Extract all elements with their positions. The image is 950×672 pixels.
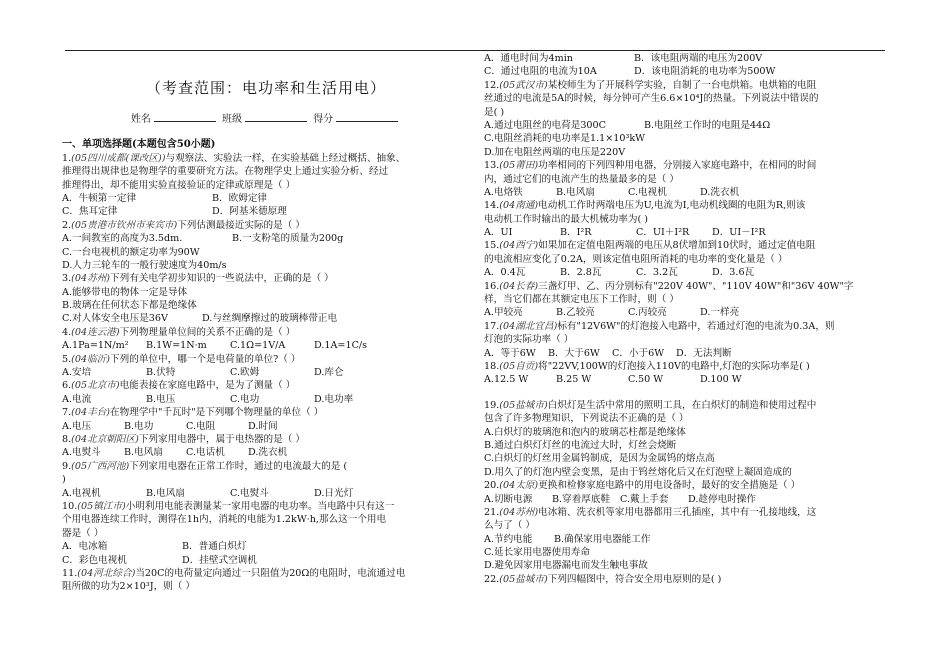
answer-option[interactable]: A．0.4瓦 <box>484 267 526 279</box>
question-line <box>62 272 470 285</box>
options-line <box>62 420 470 433</box>
question-line <box>62 379 470 392</box>
question-text: D.加在电阻丝两端的电压是220V <box>484 146 626 158</box>
question-number: 20. <box>484 480 500 492</box>
question-number: 3. <box>62 273 72 285</box>
text-line <box>484 466 894 479</box>
text-line <box>484 132 894 145</box>
question-text: 么与了（ ） <box>484 520 536 532</box>
text-line <box>484 439 894 452</box>
answer-option[interactable]: D.洗衣机 <box>248 447 288 459</box>
answer-option[interactable]: D.一样亮 <box>700 307 740 319</box>
answer-option[interactable]: C.1Ω=1V/A <box>230 340 286 352</box>
right-questions <box>484 52 894 586</box>
answer-option[interactable]: C.丙较亮 <box>628 307 667 319</box>
question-text: 电冰箱、洗衣机等家用电器都用三孔插座，其中有一孔接地线，这 <box>538 506 817 518</box>
text-line <box>484 546 894 559</box>
spacer <box>484 387 894 399</box>
question-source: (04河北综合) <box>77 567 136 579</box>
right-column <box>484 52 894 586</box>
answer-option[interactable]: B．欧姆定律 <box>212 192 268 204</box>
answer-option[interactable]: B.电阻丝工作时的电阻是44Ω <box>644 119 771 131</box>
question-source: (04临沂) <box>71 353 111 365</box>
class-field[interactable] <box>245 112 307 122</box>
question-line <box>484 159 894 172</box>
question-line <box>484 79 894 92</box>
question-text: D.避免因家用电器漏电而发生触电事故 <box>484 560 648 572</box>
options-line <box>62 339 470 352</box>
answer-option[interactable]: D.100 W <box>700 374 742 386</box>
question-text: C.白炽灯的灯丝用金属钨制成，是因为金属钨的熔点高 <box>484 453 715 465</box>
question-source: (04湖北宜昌) <box>499 320 558 332</box>
options-line <box>62 446 470 459</box>
text-line <box>484 333 894 346</box>
answer-option[interactable]: C.电功 <box>230 393 260 405</box>
student-info <box>62 112 470 126</box>
answer-option[interactable]: C．彩色电视机 <box>62 554 127 566</box>
question-number: 19. <box>484 399 500 411</box>
question-source: (05四川成都(课改区)) <box>71 152 166 164</box>
text-line <box>484 92 894 105</box>
question-text: 在物理学中"千瓦时"是下列哪个物理量的单位（ ） <box>110 407 324 419</box>
question-source: (05莆田) <box>499 160 539 172</box>
question-text: 丝通过的电流是5A的时候，每分钟可产生6.6×10⁴J的热量。下列说法中错误的 <box>484 93 819 105</box>
question-number: 9. <box>62 460 72 472</box>
question-text: 推理得出，却不能用实验直接验证的定律或原理是（ ） <box>62 179 296 191</box>
question-source: (04连云港) <box>71 326 120 338</box>
question-text: 内，通过它们的电流产生的热量最多的是（ ） <box>484 173 679 185</box>
question-source: (05武汉市) <box>499 79 548 91</box>
question-text: B.玻璃在任何状态下都是绝缘体 <box>62 300 197 312</box>
text-line <box>62 259 470 272</box>
question-text: 小明利用电能表测量某一家用电器的电功率。当电路中只有这一 <box>125 500 395 512</box>
answer-option[interactable]: D.1A=1C/s <box>314 340 368 352</box>
answer-option[interactable]: C．3.2瓦 <box>636 267 678 279</box>
question-text: 包含了许多物理知识，下列说法不正确的是（ ） <box>484 413 689 425</box>
question-text: 三盏灯甲、乙、丙分别标有"220V 40W"、"110V 40W"和"36V 40W"字 <box>538 280 854 292</box>
answer-option[interactable]: C.电阻 <box>186 420 216 432</box>
question-text: A.白炽灯的玻璃泡和泡内的玻璃芯柱都是绝缘体 <box>484 426 686 438</box>
answer-option[interactable]: A.切断电源 <box>484 493 533 505</box>
text-line <box>484 519 894 532</box>
question-number: 7. <box>62 407 72 419</box>
text-line <box>484 173 894 186</box>
answer-option[interactable]: A.电烙铁 <box>484 186 523 198</box>
text-line <box>62 299 470 312</box>
question-line <box>484 479 894 492</box>
question-line <box>484 573 894 586</box>
answer-option[interactable]: B.电功 <box>124 420 154 432</box>
answer-option[interactable]: B．普通白炽灯 <box>182 541 247 553</box>
question-number: 8. <box>62 434 72 445</box>
question-source: (05盐城市) <box>499 399 548 411</box>
question-source: (05盐城市) <box>499 573 548 585</box>
answer-option[interactable]: A.电熨斗 <box>62 447 101 459</box>
question-source: (05北京市) <box>71 380 120 392</box>
question-number: 2. <box>62 219 72 231</box>
answer-option[interactable]: C．通过电阻的电流为10A <box>484 66 597 78</box>
answer-option[interactable]: C.50 W <box>628 374 664 386</box>
text-line <box>62 165 470 178</box>
question-text: 下列物理量单位间的关系不正确的是（ ） <box>119 326 296 338</box>
question-line <box>62 326 470 339</box>
question-text: 下列的单位中，哪一个是电荷量的单位?（ ） <box>110 353 301 365</box>
question-source: (05自贡) <box>499 360 539 372</box>
options-line <box>484 266 894 279</box>
answer-option[interactable]: D．UI－I²R <box>712 227 766 239</box>
options-line <box>62 232 470 245</box>
question-line <box>62 152 470 165</box>
answer-option[interactable]: B.伏特 <box>146 367 176 379</box>
text-line <box>62 286 470 299</box>
options-line <box>484 65 894 78</box>
question-line <box>62 500 470 513</box>
question-text: 样，当它们都在其额定电压下工作时，则（ ） <box>484 294 679 306</box>
text-line <box>484 106 894 119</box>
question-source: (04丰台) <box>71 407 111 419</box>
question-text: 个用电器连续工作时，测得在1h内，消耗的电能为1.2kW·h,那么这一个用电 <box>62 514 387 526</box>
left-questions <box>62 152 470 594</box>
question-number: 11. <box>62 567 78 579</box>
question-number: 12. <box>484 79 500 91</box>
options-line <box>484 226 894 239</box>
options-line <box>62 205 470 218</box>
question-number: 10. <box>62 500 78 512</box>
question-text: 与观察法、实验法一样，在实验基础上经过概括、抽象、 <box>165 152 406 164</box>
question-line <box>62 460 470 473</box>
answer-option[interactable]: D.库仑 <box>314 367 344 379</box>
question-line <box>484 360 894 373</box>
question-number: 5. <box>62 353 72 365</box>
question-text: 如果加在定值电阻两端的电压从8伏增加到10伏时，通过定值电阻 <box>538 240 816 252</box>
question-text: 更换和检修家庭电路中的用电设备时，最好的安全措施是（ ） <box>538 480 801 492</box>
text-line <box>62 179 470 192</box>
question-line <box>62 567 470 580</box>
question-text: 阻所做的功为2×10³J，则（ ） <box>62 581 196 593</box>
question-text: C.电阻丝消耗的电功率是1.1×10³kW <box>484 133 646 145</box>
text-line <box>484 452 894 465</box>
answer-option[interactable]: C．小于6W <box>612 347 665 359</box>
question-number: 21. <box>484 506 500 518</box>
text-line <box>484 559 894 572</box>
question-source: (04太原) <box>499 480 539 492</box>
question-text: A.能够带电的物体一定是导体 <box>62 286 188 298</box>
answer-option[interactable]: C．UI＋I²R <box>636 227 690 239</box>
question-text: 灯泡的实际功率（ ） <box>484 334 574 346</box>
question-text: D.用久了的灯泡内壁会变黑，是由于钨丝熔化后又在灯泡壁上凝固造成的 <box>484 466 792 478</box>
question-number: 1. <box>62 152 72 164</box>
answer-option[interactable]: A.一间教室的高度为3.5dm. <box>62 233 183 245</box>
answer-option[interactable]: D．挂壁式空调机 <box>182 554 257 566</box>
question-text: 的电流相应变化了0.2A，则该定值电阻所消耗的电功率的变化量是（ ） <box>484 253 788 265</box>
question-text: 白炽灯是生活中常用的照明工具，在白炽灯的制造和使用过程中 <box>547 399 817 411</box>
question-line <box>484 239 894 252</box>
answer-option[interactable]: D.趁停电时操作 <box>688 493 756 505</box>
answer-option[interactable]: D.洗衣机 <box>700 186 740 198</box>
answer-option[interactable]: A.通过电阻丝的电荷是300C <box>484 119 606 131</box>
options-line <box>62 366 470 379</box>
question-number: 15. <box>484 240 500 252</box>
question-text: 下列有关电学初步知识的一些说法中，正确的是（ ） <box>110 273 334 285</box>
answer-option[interactable]: A.节约电能 <box>484 533 533 545</box>
options-line <box>484 533 894 546</box>
options-line <box>62 540 470 553</box>
question-text: C.延长家用电器使用寿命 <box>484 547 590 559</box>
answer-option[interactable]: B.穿着厚底鞋 <box>552 493 611 505</box>
text-line <box>62 527 470 540</box>
answer-option[interactable]: A．UI <box>484 227 513 239</box>
class-label: 班级 <box>222 114 242 125</box>
question-text: 电动机工作时输出的最大机械功率为( ) <box>484 213 649 225</box>
answer-option[interactable]: A.电流 <box>62 393 92 405</box>
question-line <box>62 219 470 232</box>
answer-option[interactable]: A．等于6W <box>484 347 536 359</box>
question-source: (05广西河池) <box>71 460 130 472</box>
question-number: 22. <box>484 573 500 585</box>
question-line <box>62 353 470 366</box>
answer-option[interactable]: A.电压 <box>62 420 92 432</box>
options-line <box>484 186 894 199</box>
text-line <box>62 513 470 526</box>
top-rule <box>65 50 885 51</box>
answer-option[interactable]: A.电视机 <box>62 487 101 499</box>
question-text: C.一台电视机的额定功率为90W <box>62 246 200 258</box>
question-line <box>484 506 894 519</box>
answer-option[interactable]: B.1W=1N·m <box>146 340 207 352</box>
answer-option[interactable]: C.戴上手套 <box>620 493 669 505</box>
question-source: (05贵港市钦州市来宾市) <box>71 219 178 231</box>
answer-option[interactable]: B．该电阻两端的电压为200V <box>634 53 763 64</box>
text-line <box>62 246 470 259</box>
answer-option[interactable]: D.与丝绸摩擦过的玻璃棒带正电 <box>202 313 338 325</box>
question-line <box>484 399 894 412</box>
answer-option[interactable]: D．无法判断 <box>676 347 732 359</box>
answer-option[interactable]: C.电视机 <box>628 186 667 198</box>
question-text: 器是（ ） <box>62 527 104 539</box>
options-line <box>62 312 470 325</box>
question-number: 13. <box>484 160 500 172</box>
question-source: (05镇江市) <box>77 500 126 512</box>
question-text: D.人力三轮车的一般行驶速度为40m/s <box>62 259 227 271</box>
answer-option[interactable]: D.时间 <box>248 420 278 432</box>
section-heading: 一、单项选择题(本题包含50小题) <box>62 139 216 151</box>
question-line <box>62 433 470 446</box>
question-text: 下列家用电器中，属于电热器的是（ ） <box>138 434 305 445</box>
options-line <box>62 487 470 500</box>
answer-option[interactable]: B.电风扇 <box>556 186 595 198</box>
question-source: (04西宁) <box>499 240 539 252</box>
options-line <box>484 493 894 506</box>
question-text: 是( ) <box>484 106 505 118</box>
name-field[interactable] <box>154 112 216 122</box>
score-field[interactable] <box>336 112 398 122</box>
answer-option[interactable]: B.一支粉笔的质量为200g <box>232 233 344 245</box>
text-line <box>484 213 894 226</box>
question-text: 将"22VV,100W的灯泡接入110V的电路中,灯泡的实际功率是( ) <box>538 360 810 372</box>
question-text: 功率相同的下列四种用电器，分别接入家庭电路中，在相同的时间 <box>538 160 817 172</box>
answer-option[interactable]: D.日光灯 <box>314 487 354 499</box>
answer-option[interactable]: C．焦耳定律 <box>62 206 118 218</box>
question-number: 6. <box>62 380 72 392</box>
question-source: (04苏州) <box>71 273 111 285</box>
answer-option[interactable]: B.25 W <box>556 374 592 386</box>
options-line <box>484 306 894 319</box>
text-line <box>484 253 894 266</box>
name-label: 姓名 <box>130 114 151 125</box>
question-number: 18. <box>484 360 500 372</box>
question-text: 电动机工作时两端电压为U,电流为I,电动机线圈的电阻为R,则该 <box>538 200 806 212</box>
page-title: （考查范围：电功率和生活用电） <box>145 79 386 97</box>
options-line <box>62 393 470 406</box>
question-line <box>484 280 894 293</box>
question-text: 推理得出规律也是物理学的重要研究方法。在物理学史上通过实验分析、经过 <box>62 166 389 178</box>
question-text: 下列家用电器在正常工作时，通过的电流最大的是 ( <box>129 460 348 472</box>
text-line <box>484 426 894 439</box>
answer-option[interactable]: A.安培 <box>62 367 92 379</box>
answer-option[interactable]: C.电熨斗 <box>230 487 269 499</box>
question-text: 某校师生为了开展科学实验，自制了一台电烘箱。电烘箱的电阻 <box>547 79 817 91</box>
text-line <box>484 146 894 159</box>
answer-option[interactable]: B．2.8瓦 <box>560 267 602 279</box>
question-line <box>62 406 470 419</box>
answer-option[interactable]: C.欧姆 <box>230 367 260 379</box>
answer-option[interactable]: A．通电时间为4min <box>484 53 573 64</box>
answer-option[interactable]: B.电风扇 <box>146 487 185 499</box>
question-number: 14. <box>484 200 500 212</box>
answer-option[interactable]: D.电功率 <box>314 393 354 405</box>
question-text: 标有"12V6W"的灯泡接入电路中，若通过灯泡的电流为0.3A，则 <box>557 320 835 332</box>
answer-option[interactable]: D．3.6瓦 <box>712 267 755 279</box>
answer-option[interactable]: B.电风扇 <box>124 447 163 459</box>
score-label: 得分 <box>313 114 334 125</box>
answer-option[interactable]: A.12.5 W <box>484 374 529 386</box>
text-line <box>484 412 894 425</box>
question-text: 下列四幅图中，符合安全用电原则的是( ) <box>547 573 722 585</box>
options-line <box>484 373 894 386</box>
question-text: 下列估测最接近实际的是（ ） <box>177 219 305 231</box>
options-line <box>62 192 470 205</box>
question-text: B.通过白炽灯灯丝的电流过大时，灯丝会烧断 <box>484 439 677 451</box>
answer-option[interactable]: C.电话机 <box>186 447 225 459</box>
answer-option[interactable]: B.确保家用电器能工作 <box>554 533 651 545</box>
options-line <box>484 52 894 65</box>
answer-option[interactable]: A．牛顿第一定律 <box>62 192 137 204</box>
answer-option[interactable]: B.电压 <box>146 393 176 405</box>
question-number: 17. <box>484 320 500 332</box>
question-source: (04北京朝阳区) <box>71 434 139 445</box>
answer-option[interactable]: B．大于6W <box>548 347 600 359</box>
answer-option[interactable]: C.对人体安全电压是36V <box>62 313 168 325</box>
question-text: ) <box>62 474 66 486</box>
options-line <box>62 554 470 567</box>
answer-option[interactable]: D．该电阻消耗的电功率为500W <box>634 66 776 78</box>
question-source: (04苏州) <box>499 506 539 518</box>
question-number: 16. <box>484 280 500 292</box>
options-line <box>484 119 894 132</box>
question-line <box>484 320 894 333</box>
options-line <box>484 347 894 360</box>
question-number: 4. <box>62 326 72 338</box>
question-text: 电能表接在家庭电路中，是为了测量（ ） <box>119 380 296 392</box>
question-line <box>484 199 894 212</box>
question-source: (04长春) <box>499 280 539 292</box>
answer-option[interactable]: B．I²R <box>560 227 592 239</box>
answer-option[interactable]: A.1Pa=1N/m² <box>62 340 129 352</box>
text-line <box>62 473 470 486</box>
text-line <box>62 580 470 593</box>
answer-option[interactable]: B.乙较亮 <box>556 307 595 319</box>
text-line <box>484 293 894 306</box>
question-source: (04南通) <box>499 200 539 212</box>
left-column <box>62 52 470 594</box>
answer-option[interactable]: D．阿基米德原理 <box>212 206 287 218</box>
answer-option[interactable]: A.甲较亮 <box>484 307 523 319</box>
question-text: 当20C的电荷量定向通过一只阻值为20Ω的电阻时，电流通过电 <box>135 567 406 579</box>
answer-option[interactable]: A．电冰箱 <box>62 541 108 553</box>
